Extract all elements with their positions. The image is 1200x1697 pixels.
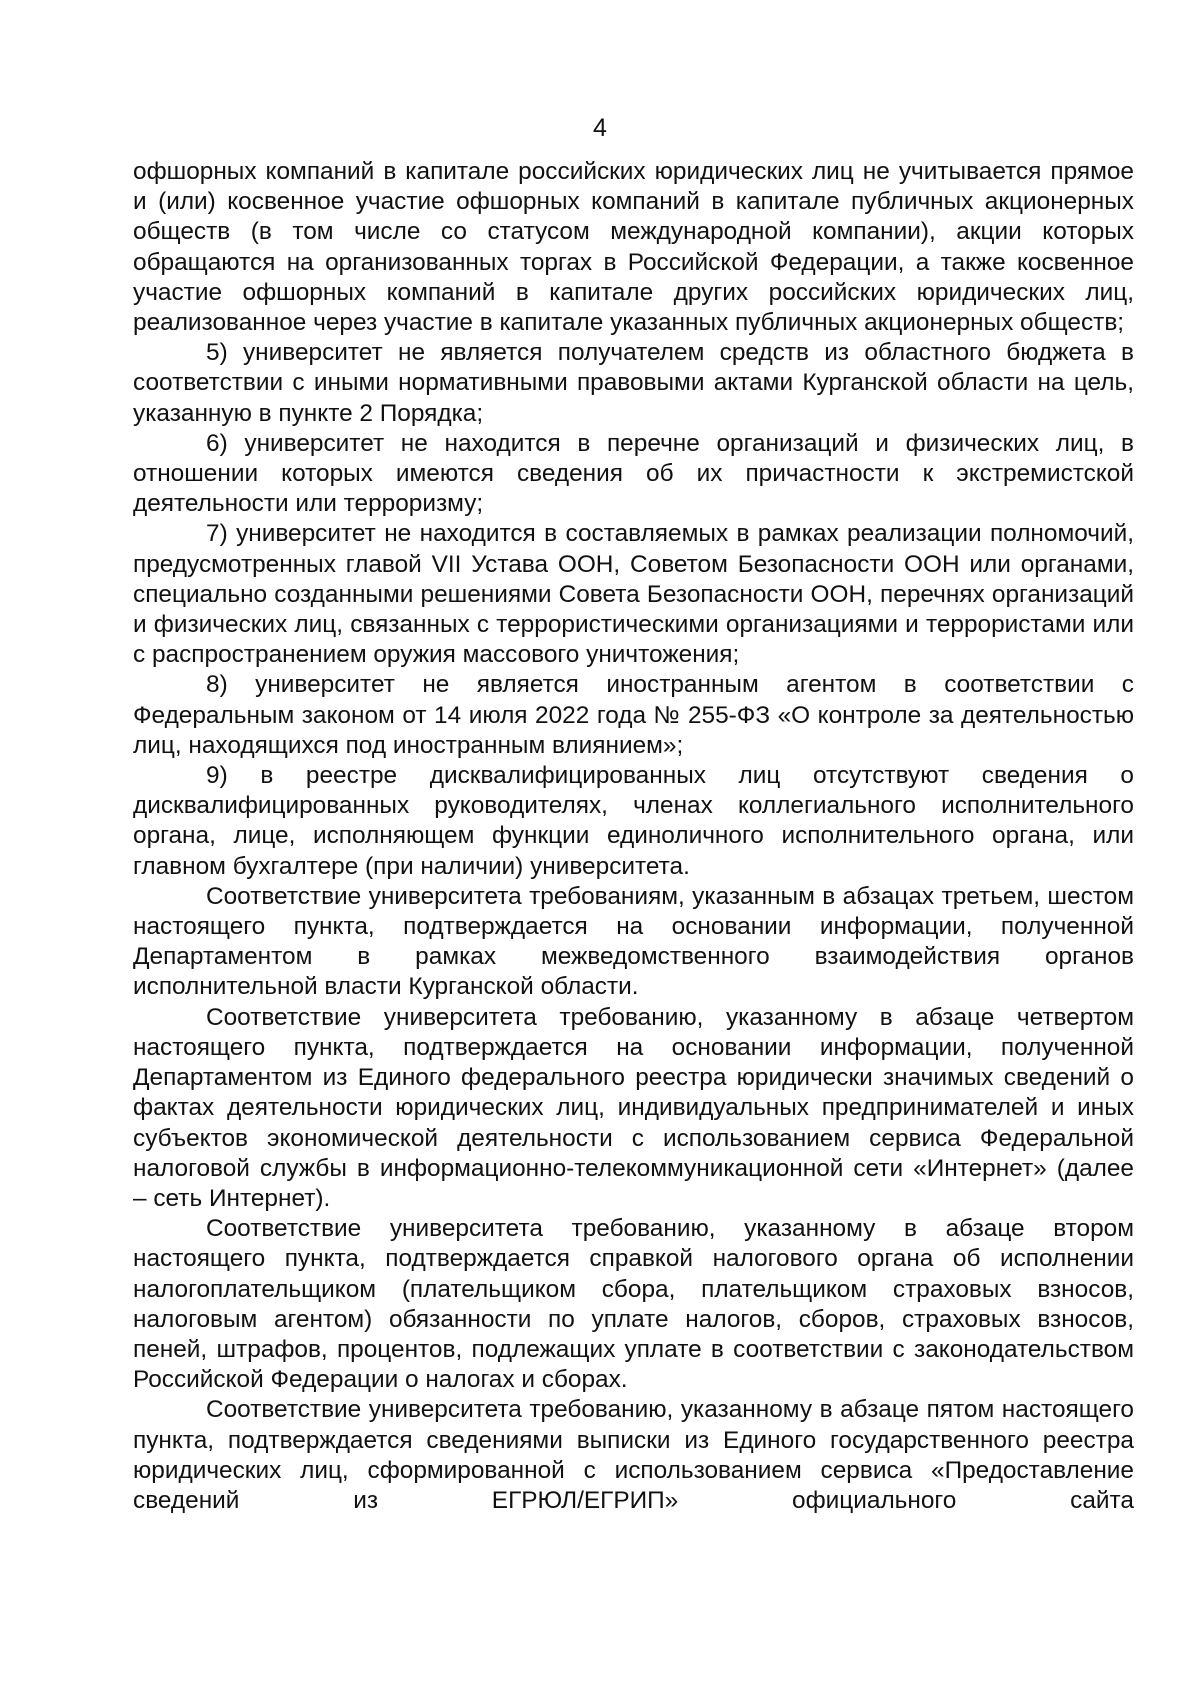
paragraph-item-7: 7) университет не находится в составляемых в рамках реализации полномочий, предусмотренных главой VII Устава ООН, Советом Безопасности ООН или органами, специально созданными решениями Совета Безопасности ООН, перечнях организаций и физических лиц, связанных с террористическими организациями и террористами или с распространением оружия массового уничтожения; (133, 520, 1134, 669)
page-number: 4 (593, 114, 607, 142)
paragraph-compliance-fifth: Соответствие университета требованию, указанному в абзаце пятом настоящего пункта, подтверждается сведениями выписки из Единого государственного реестра юридических лиц, сформированной с использованием сервиса «Предоставление сведений из ЕГРЮЛ/ЕГРИП» официального сайта (133, 1396, 1134, 1514)
paragraph-compliance-second: Соответствие университета требованию, указанному в абзаце втором настоящего пункта, подтверждается справкой налогового органа об исполнении налогоплательщиком (плательщиком сбора, плательщиком страховых взносов, налоговым агентом) обязанности по уплате налогов, сборов, страховых взносов, пеней, штрафов, процентов, подлежащих уплате в соответствии с законодательством Российской Федерации о налогах и сборах. (133, 1215, 1134, 1394)
document-body (133, 157, 1134, 1516)
paragraph-item-6: 6) университет не находится в перечне организаций и физических лиц, в отношении которых имеются сведения об их причастности к экстремистской деятельности или терроризму; (133, 429, 1134, 518)
paragraph-compliance-fourth: Соответствие университета требованию, указанному в абзаце четвертом настоящего пункта, подтверждается на основании информации, полученной Департаментом из Единого федерального реестра юридически значимых сведений о фактах деятельности юридических лиц, индивидуальных предпринимателей и иных субъектов экономической деятельности с использованием сервиса Федеральной налоговой службы в информационно-телекоммуникационной сети «Интернет» (далее – сеть Интернет). (133, 1003, 1134, 1212)
paragraph-item-8: 8) университет не является иностранным агентом в соответствии с Федеральным законом от 14 июля 2022 года № 255-ФЗ «О контроле за деятельностью лиц, находящихся под иностранным влиянием»; (133, 671, 1134, 759)
paragraph-item-9: 9) в реестре дисквалифицированных лиц отсутствуют сведения о дисквалифицированных руководителях, членах коллегиального исполнительного органа, лице, исполняющем функции единоличного исполнительного органа, или главном бухгалтере (при наличии) университета. (133, 762, 1134, 880)
paragraph-item-5: 5) университет не является получателем средств из областного бюджета в соответствии с иными нормативными правовыми актами Курганской области на цель, указанную в пункте 2 Порядка; (133, 339, 1134, 427)
paragraph-continuation: офшорных компаний в капитале российских юридических лиц не учитывается прямое и (или) косвенное участие офшорных компаний в капитале публичных акционерных обществ (в том числе со статусом международной компании), акции которых обращаются на организованных торгах в Российской Федерации, а также косвенное участие офшорных компаний в капитале других российских юридических лиц, реализованное через участие в капитале указанных публичных акционерных обществ; (133, 158, 1134, 337)
paragraph-compliance-third-sixth: Соответствие университета требованиям, указанным в абзацах третьем, шестом настоящего пункта, подтверждается на основании информации, полученной Департаментом в рамках межведомственного взаимодействия органов исполнительной власти Курганской области. (133, 882, 1134, 1001)
